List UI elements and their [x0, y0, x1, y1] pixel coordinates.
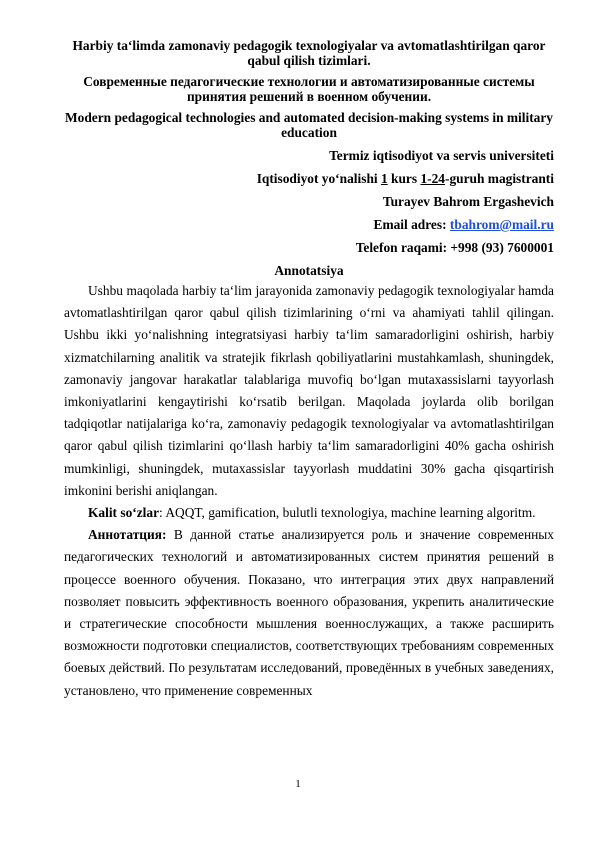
- title-uzbek: Harbiy ta‘limda zamonaviy pedagogik texnologiyalar va avtomatlashtirilgan qaror qabul qilish tizimlari.: [72, 38, 546, 68]
- abstract-ru-label: Аннотатция:: [88, 527, 167, 543]
- email-link[interactable]: tbahrom@mail.ru: [449, 217, 554, 232]
- author-program: [64, 171, 554, 186]
- abstract-russian: [64, 524, 554, 702]
- document-page: [64, 38, 554, 702]
- course-word: kurs: [391, 171, 418, 186]
- author-university: Termiz iqtisodiyot va servis universiteti: [329, 148, 554, 163]
- program-name: Iqtisodiyot yo‘nalishi: [256, 171, 378, 186]
- author-phone: Telefon raqami: +998 (93) 7600001: [355, 240, 554, 255]
- title-russian: Современные педагогические технологии и автоматизированные системы принятия решений в военном обучении.: [83, 74, 535, 104]
- group-number: 1-24: [420, 171, 445, 186]
- annotation-heading: Annotatsiya: [274, 263, 344, 278]
- title-english: Modern pedagogical technologies and automated decision-making systems in military education: [64, 110, 553, 140]
- page-number: 1: [295, 778, 301, 790]
- group-suffix: -guruh magistranti: [445, 171, 554, 186]
- keywords-paragraph: [64, 502, 554, 524]
- author-email-line: [64, 217, 554, 232]
- author-name: Turayev Bahrom Ergashevich: [382, 194, 554, 209]
- abstract-uzbek: Ushbu maqolada harbiy ta‘lim jarayonida zamonaviy pedagogik texnologiyalar hamda avtomatlashtirilgan qaror qabul qilish tizimlarining o‘rni va ahamiyati tahlil qilingan. Ushbu ikki yo‘nalishning integratsiyasi harbiy ta‘lim samaradorligini oshirish, harbiy xizmatchilarning analitik va stratejik fikrlash qobiliyatlarini mustahkamlash, shuningdek, zamonaviy jangovar harakatlar talablariga muvofiq bo‘lgan mutaxassislarni tayyorlash imkoniyatlarini kengaytirishi ko‘rsatib berilgan. Maqolada joylarda olib borilgan tadqiqotlar natijalariga ko‘ra, zamonaviy pedagogik texnologiyalar va avtomatlashtirilgan qaror qabul qilish tizimlarini qo‘llash harbiy ta‘lim samaradorligini 40% gacha oshirish mumkinligi, shuningdek, mutaxassislar tayyorlash muddatini 30% gacha qisqartirish imkonini berishi aniqlangan.: [64, 283, 554, 498]
- email-label: Email adres:: [373, 217, 447, 232]
- course-number: 1: [380, 171, 388, 186]
- keywords-text: : AQQT, gamification, bulutli texnologiya, machine learning algoritm.: [159, 505, 536, 521]
- keywords-label: Kalit so‘zlar: [88, 505, 160, 521]
- abstract-ru-text: В данной статье анализируется роль и значение современных педагогических технологий и автоматизированных систем принятия решений в процессе военного обучения. Показано, что интеграция этих двух направлений позволяет повысить эффективность военного образования, укрепить аналитические и стратегические способности мышления военнослужащих, а также расширить возможности подготовки специалистов, соответствующих требованиям современных боевых действий. По результатам исследований, проведённых в учебных заведениях, установлено, что применение современных: [64, 527, 554, 698]
